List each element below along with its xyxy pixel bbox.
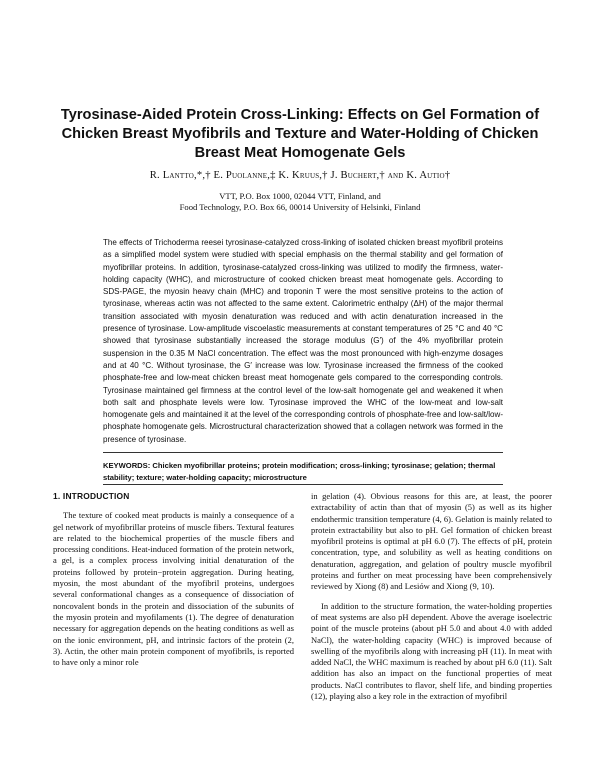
intro-paragraph-1: The texture of cooked meat products is mainly a consequence of a gel network of myofibrillar proteins of muscle fibers. Textural features are related to the biochemical properties of the muscle fibers and processing conditions. Heat-induced formation of the protein network, a gel, is a complex process involving initial denaturation of the proteins followed by protein−protein aggregation. During heating, myosin, the most abundant of the myofibril proteins, undergoes several conformational changes as a consequence of dissociation of noncovalent bonds in the protein and dissociation of the subunits of the myosin protein and myofilaments (1). The degree of denaturation necessary for aggregation depends on the heating conditions as well as on the ionic environment, pH, and intrinsic factors of the protein (2, 3). Actin, the other main protein component of myofibrils, is reported to have only a minor role xyxy=(53,510,294,668)
intro-paragraph-1-continued: in gelation (4). Obvious reasons for this are, at least, the poorer extractability of actin than that of myosin (5) as well as its higher endothermic transition temperature (4, 6). Gelation is mainly related to protein extractability but also to pH. Gel formation of chicken breast myofibril proteins is optimal at pH 6.0 (7). The effects of pH, protein concentration, type, and solubility as well as heating conditions on denaturation, aggregation, and gelation of poultry muscle myofibril proteins and further on meat processing have been comprehensively reviewed by Xiong (8) and Lesiów and Xiong (9, 10). xyxy=(311,491,552,592)
left-column xyxy=(53,491,294,668)
affiliations xyxy=(60,191,540,213)
intro-paragraph-2: In addition to the structure formation, the water-holding properties of meat systems are also pH dependent. Above the average isoelectric point of the muscle proteins (about pH 5.0 and about 4.0 with added NaCl), the water-holding capacity (WHC) is improved because of swelling of the myofibrils along with increasing pH (11). In meat with added NaCl, the WHC maximum is reached by about pH 6.0 (11). Salt addition has also an impact on the functional properties of meat products. NaCl contributes to flavor, shelf life, and binding properties (12), playing also a key role in the extraction of myofibril xyxy=(311,600,552,702)
abstract: The effects of Trichoderma reesei tyrosinase-catalyzed cross-linking of isolated chicken breast myofibril proteins as a simplified model system were studied with special emphasis on the thermal stability and gel formation of myofibrillar proteins. In addition, tyrosinase-catalyzed cross-linking was utilized to modify the firmness, water-holding capacity (WHC), and microstructure of cooked chicken breast meat homogenate gels. According to SDS-PAGE, the myosin heavy chain (MHC) and troponin T were the most sensitive proteins to the action of tyrosinase, whereas actin was not affected to the same extent. Calorimetric enthalpy (ΔH) of the major thermal transition associated with myosin denaturation was reduced and with actin denaturation increased in the presence of tyrosinase. Low-amplitude viscoelastic measurements at constant temperatures of 25 °C and 40 °C showed that tyrosinase substantially increased the storage modulus (G′) of the 4% myofibrillar protein suspension in the 0.35 M NaCl concentration. The effect was the most pronounced with high-enzyme dosages and at 40 °C. Without tyrosinase, the G′ increase was low. Tyrosinase increased the firmness of the cooked phosphate-free and low-meat chicken breast meat homogenate gels compared to the corresponding controls. Tyrosinase maintained gel firmness at the control level of the low-salt homogenate gel and weakened it when both salt and phosphate levels were low. Tyrosinase improved the WHC of the low-meat and low-salt homogenate gels and maintained it at the level of the corresponding controls of phosphate-free and low-salt/low-phosphate homogenate gels. Microstructural characterization showed that a collagen network was formed in the presence of tyrosinase. xyxy=(103,238,503,444)
article-title: Tyrosinase-Aided Protein Cross-Linking: Effects on Gel Formation of Chicken Breast Myofibrils and Texture and Water-Holding of Chicken Breast Meat Homogenate Gels xyxy=(60,107,540,161)
divider-top xyxy=(103,452,503,453)
author-list: R. Lantto,*,† E. Puolanne,‡ K. Kruus,† J. Buchert,† and K. Autio† xyxy=(149,170,451,181)
divider-bottom xyxy=(103,484,503,485)
keywords: KEYWORDS: Chicken myofibrillar proteins; protein modification; cross-linking; tyrosinase; gelation; thermal stability; texture; water-holding capacity; microstructure xyxy=(103,461,496,482)
affiliation-line-1: VTT, P.O. Box 1000, 02044 VTT, Finland, and xyxy=(219,191,381,201)
affiliation-line-2: Food Technology, P.O. Box 66, 00014 University of Helsinki, Finland xyxy=(179,202,421,212)
section-heading: 1. INTRODUCTION xyxy=(53,491,130,501)
right-column xyxy=(311,491,552,702)
